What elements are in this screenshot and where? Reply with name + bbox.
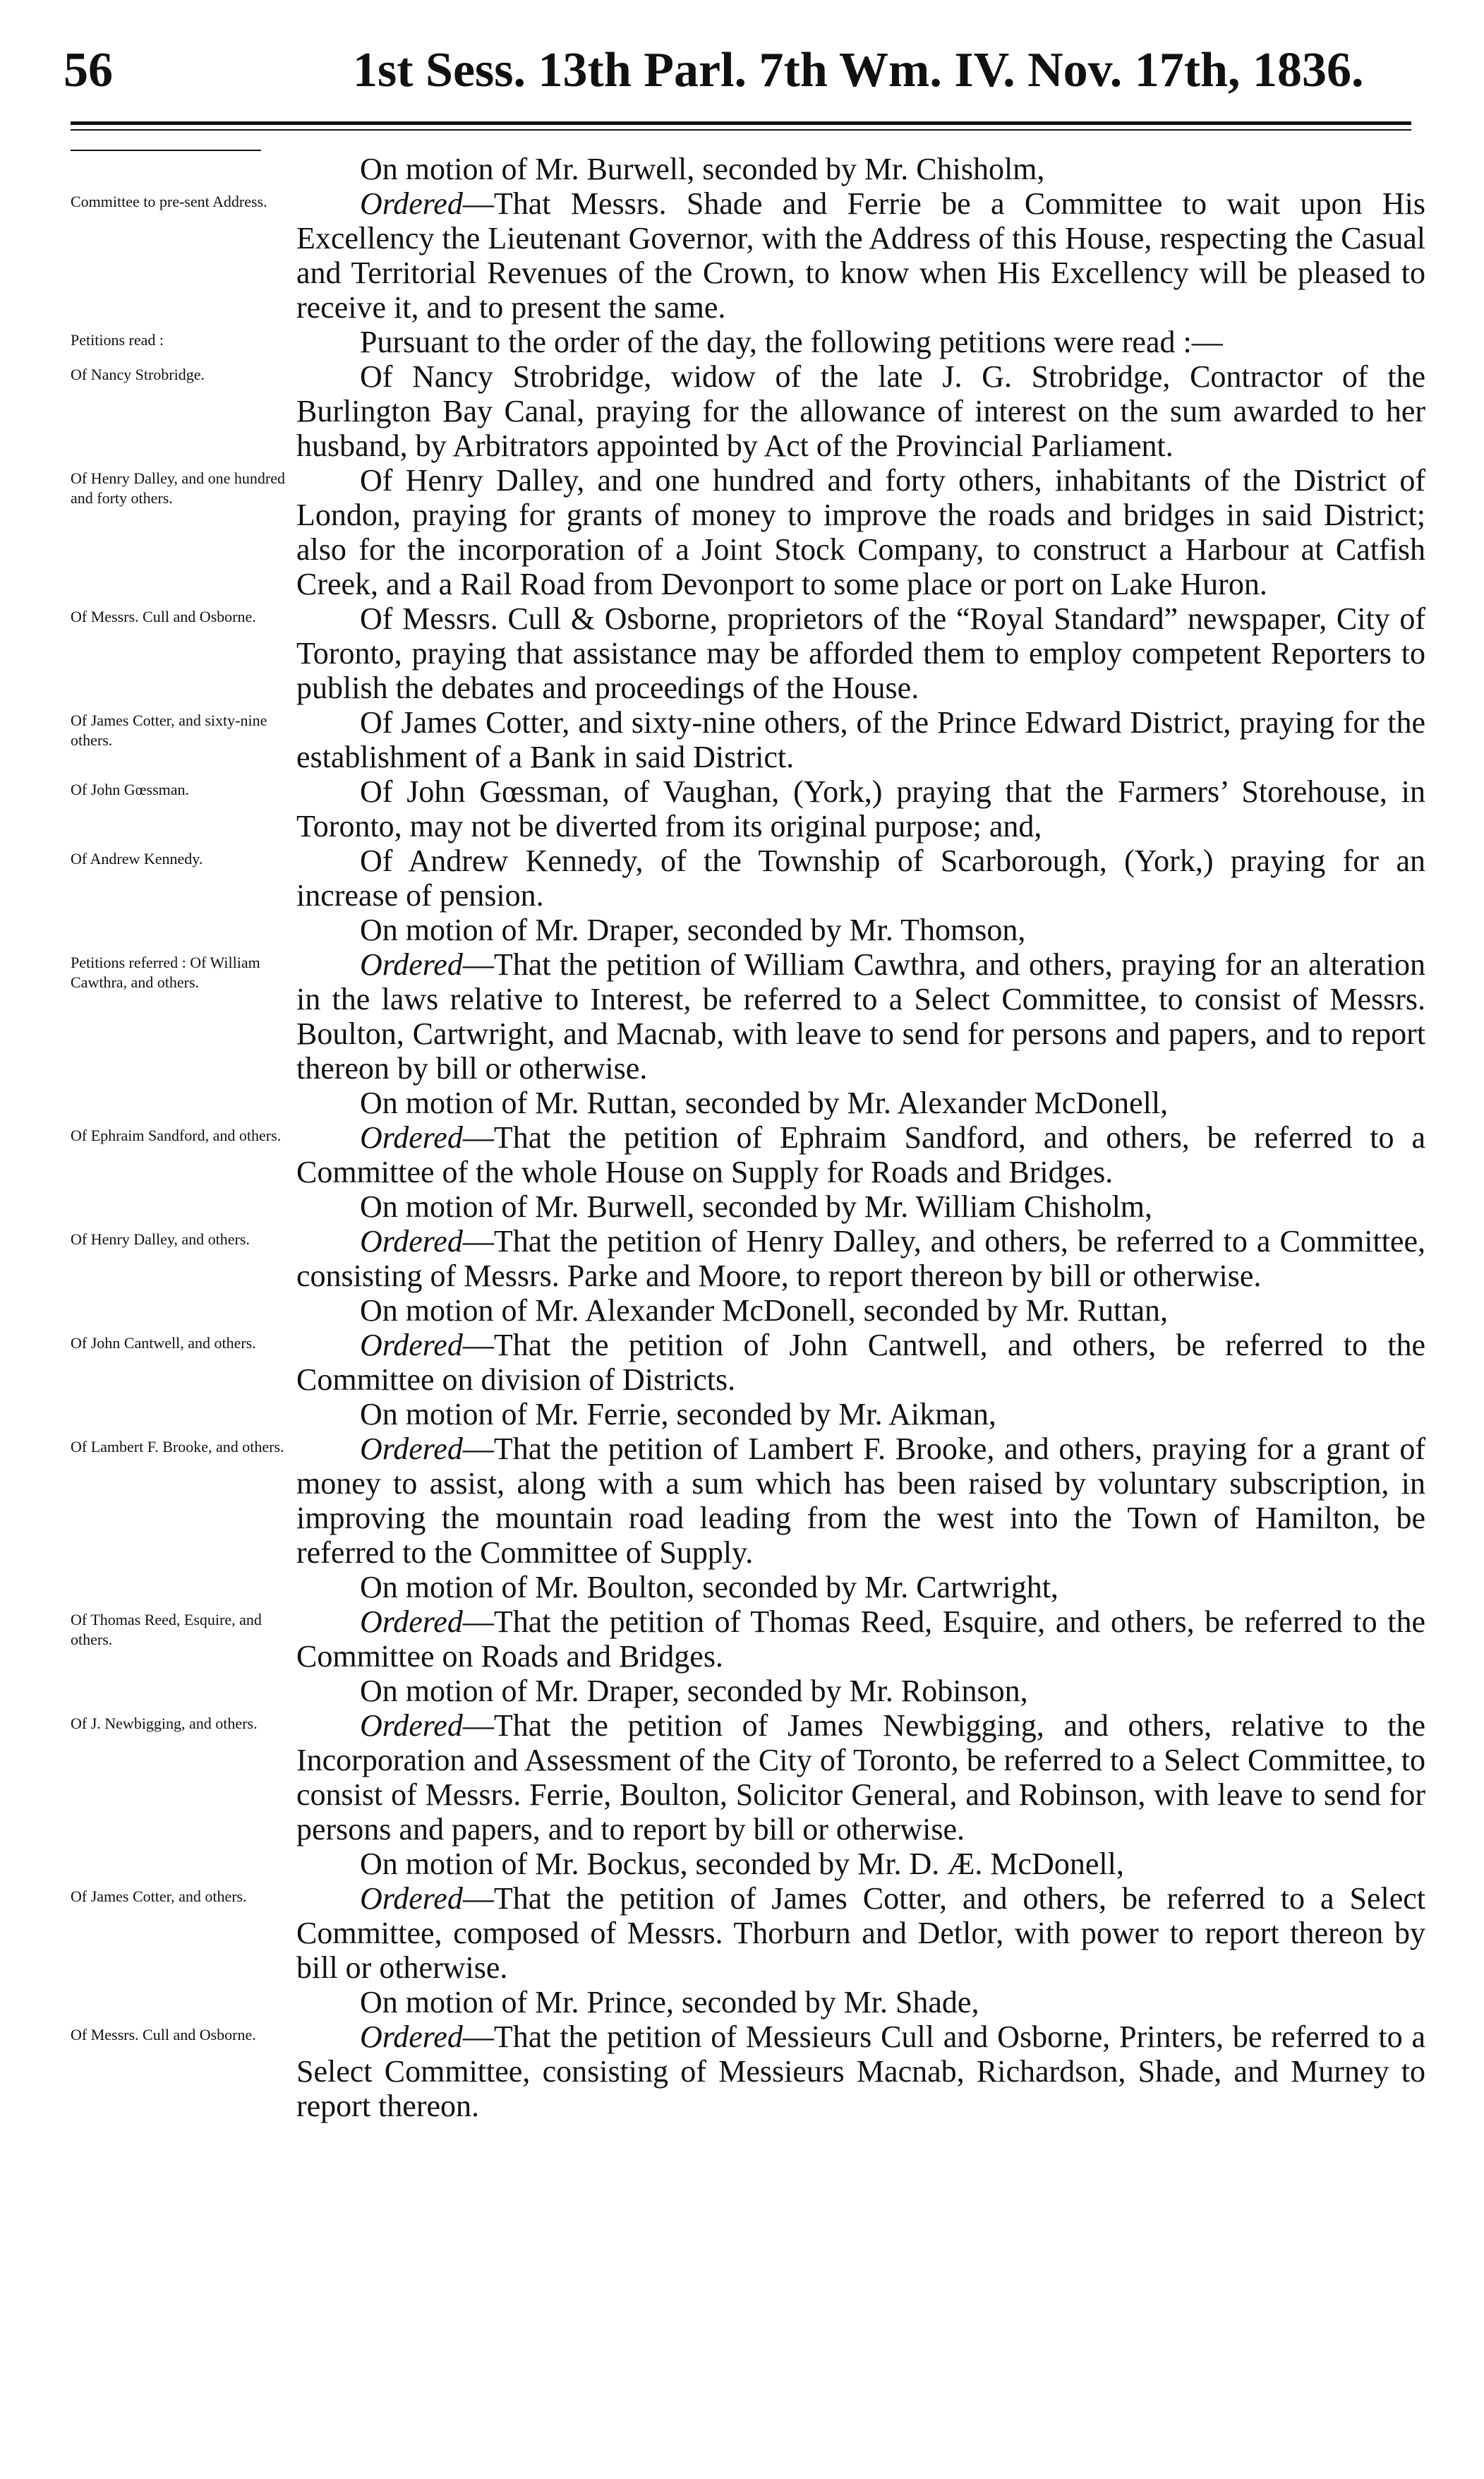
paragraph-text: On motion of Mr. Burwell, seconded by Mr. William Chisholm, bbox=[360, 1189, 1153, 1224]
journal-entry bbox=[0, 705, 1484, 774]
paragraph bbox=[296, 1985, 1425, 2019]
margin-note: Of Thomas Reed, Esquire, and others. bbox=[71, 1611, 262, 1648]
entry-text bbox=[296, 913, 1425, 947]
journal-entry bbox=[0, 1086, 1484, 1120]
margin-note: Of John Cantwell, and others. bbox=[71, 1334, 256, 1352]
margin-note: Committee to pre-sent Address. bbox=[71, 193, 267, 210]
journal-body bbox=[0, 152, 1484, 2123]
entry-text bbox=[296, 2019, 1425, 2123]
entry-text bbox=[296, 705, 1425, 774]
entry-text bbox=[296, 1293, 1425, 1328]
ordered-label: Ordered bbox=[360, 1224, 463, 1259]
journal-entry bbox=[0, 2019, 1484, 2123]
paragraph bbox=[296, 1847, 1425, 1881]
entry-text bbox=[296, 1328, 1425, 1397]
entry-text bbox=[296, 1086, 1425, 1120]
paragraph bbox=[296, 152, 1425, 186]
paragraph-text: On motion of Mr. Ferrie, seconded by Mr. Aikman, bbox=[360, 1397, 996, 1431]
entry-text bbox=[296, 359, 1425, 463]
paragraph-text: —That the petition of James Newbigging, and others, relative to the Incorporation and Assessment of the City of Toronto, be referred to a Select Committee, to consist of Messrs. Ferrie, Boulton, Solicitor General, and Robinson, with leave to send for persons and papers, and to report by bill or otherwise. bbox=[296, 1708, 1425, 1847]
entry-text bbox=[296, 1847, 1425, 1881]
paragraph-text: —That the petition of Ephraim Sandford, and others, be referred to a Committee of the whole House on Supply for Roads and Bridges. bbox=[296, 1120, 1425, 1189]
journal-entry bbox=[0, 774, 1484, 844]
journal-entry bbox=[0, 463, 1484, 601]
paragraph bbox=[296, 1674, 1425, 1708]
paragraph-text: Of Nancy Strobridge, widow of the late J. G. Strobridge, Contractor of the Burlington Bay Canal, praying for the allowance of interest on the sum awarded to her husband, by Arbitrators appointed by Act of the Provincial Parliament. bbox=[296, 359, 1425, 463]
entry-text bbox=[296, 152, 1425, 186]
entry-text bbox=[296, 1189, 1425, 1224]
paragraph-text: Of Andrew Kennedy, of the Township of Scarborough, (York,) praying for an increase of pension. bbox=[296, 844, 1425, 913]
paragraph bbox=[296, 1293, 1425, 1328]
margin-note: Of Lambert F. Brooke, and others. bbox=[71, 1438, 284, 1455]
paragraph bbox=[296, 1328, 1425, 1397]
ordered-label: Ordered bbox=[360, 1708, 463, 1743]
journal-entry bbox=[0, 1570, 1484, 1604]
margin-note: Of John Gœssman. bbox=[71, 781, 190, 798]
paragraph bbox=[296, 463, 1425, 601]
paragraph-text: Of James Cotter, and sixty-nine others, of the Prince Edward District, praying for the establishment of a Bank in said District. bbox=[296, 705, 1425, 774]
paragraph bbox=[296, 1224, 1425, 1293]
paragraph-text: On motion of Mr. Draper, seconded by Mr. Robinson, bbox=[360, 1674, 1028, 1708]
entry-text bbox=[296, 1604, 1425, 1674]
journal-entry bbox=[0, 1674, 1484, 1708]
ordered-label: Ordered bbox=[360, 947, 463, 982]
paragraph bbox=[296, 186, 1425, 325]
paragraph bbox=[296, 601, 1425, 705]
margin-note: Of James Cotter, and others. bbox=[71, 1887, 247, 1905]
ordered-label: Ordered bbox=[360, 1604, 463, 1639]
entry-text bbox=[296, 844, 1425, 913]
paragraph bbox=[296, 913, 1425, 947]
paragraph-text: —That Messrs. Shade and Ferrie be a Committee to wait upon His Excellency the Lieutenant Governor, with the Address of this House, respecting the Casual and Territorial Revenues of the Crown, to know when His Excellency will be pleased to receive it, and to present the same. bbox=[296, 186, 1425, 325]
journal-entry bbox=[0, 913, 1484, 947]
paragraph bbox=[296, 1189, 1425, 1224]
entry-text bbox=[296, 1397, 1425, 1431]
journal-entry bbox=[0, 1431, 1484, 1570]
paragraph-text: —That the petition of William Cawthra, and others, praying for an alteration in the laws relative to Interest, be referred to a Select Committee, to consist of Messrs. Boulton, Cartwright, and Macnab, with leave to send for persons and papers, and to report thereon by bill or otherwise. bbox=[296, 947, 1425, 1086]
journal-entry bbox=[0, 1189, 1484, 1224]
paragraph-text: —That the petition of Thomas Reed, Esquire, and others, be referred to the Committee on Roads and Bridges. bbox=[296, 1604, 1425, 1674]
paragraph-text: Of Henry Dalley, and one hundred and forty others, inhabitants of the District of London, praying for grants of money to improve the roads and bridges in said District; also for the incorporation of a Joint Stock Company, to construct a Harbour at Catfish Creek, and a Rail Road from Devonport to some place or port on Lake Huron. bbox=[296, 463, 1425, 601]
ordered-label: Ordered bbox=[360, 1431, 463, 1466]
ordered-label: Ordered bbox=[360, 2019, 463, 2054]
margin-note: Of Andrew Kennedy. bbox=[71, 850, 203, 868]
page-header bbox=[0, 42, 1484, 120]
paragraph-text: —That the petition of James Cotter, and others, be referred to a Select Committee, composed of Messrs. Thorburn and Detlor, with power to report thereon by bill or otherwise. bbox=[296, 1881, 1425, 1985]
page-number: 56 bbox=[64, 43, 113, 97]
entry-text bbox=[296, 463, 1425, 601]
paragraph-text: Of Messrs. Cull & Osborne, proprietors of the “Royal Standard” newspaper, City of Toronto, praying that assistance may be afforded them to employ competent Reporters to publish the debates and proceedings of the House. bbox=[296, 601, 1425, 705]
paragraph bbox=[296, 1120, 1425, 1189]
paragraph-text: —That the petition of John Cantwell, and others, be referred to the Committee on division of Districts. bbox=[296, 1328, 1425, 1397]
margin-note: Petitions referred : Of William Cawthra, and others. bbox=[71, 954, 260, 991]
entry-text bbox=[296, 1674, 1425, 1708]
paragraph bbox=[296, 844, 1425, 913]
entry-text bbox=[296, 1431, 1425, 1570]
paragraph-text: —That the petition of Lambert F. Brooke, and others, praying for a grant of money to assist, along with a sum which has been raised by voluntary subscription, in improving the mountain road leading from the west into the Town of Hamilton, be referred to the Committee of Supply. bbox=[296, 1431, 1425, 1570]
journal-entry bbox=[0, 325, 1484, 359]
margin-note: Petitions read : bbox=[71, 331, 164, 349]
margin-note: Of Nancy Strobridge. bbox=[71, 366, 205, 383]
journal-entry bbox=[0, 152, 1484, 186]
journal-entry bbox=[0, 1708, 1484, 1847]
journal-entry bbox=[0, 1847, 1484, 1881]
paragraph-text: On motion of Mr. Burwell, seconded by Mr. Chisholm, bbox=[360, 152, 1045, 186]
paragraph bbox=[296, 1604, 1425, 1674]
journal-entry bbox=[0, 1881, 1484, 1985]
paragraph-text: On motion of Mr. Ruttan, seconded by Mr. Alexander McDonell, bbox=[360, 1086, 1169, 1120]
paragraph bbox=[296, 1431, 1425, 1570]
ordered-label: Ordered bbox=[360, 186, 463, 221]
paragraph bbox=[296, 1570, 1425, 1604]
journal-entry bbox=[0, 1120, 1484, 1189]
journal-entry bbox=[0, 1604, 1484, 1674]
margin-note: Of Henry Dalley, and others. bbox=[71, 1230, 250, 1248]
entry-text bbox=[296, 1120, 1425, 1189]
paragraph-text: On motion of Mr. Alexander McDonell, seconded by Mr. Ruttan, bbox=[360, 1293, 1169, 1328]
paragraph bbox=[296, 325, 1425, 359]
margin-note: Of J. Newbigging, and others. bbox=[71, 1715, 258, 1732]
journal-entry bbox=[0, 359, 1484, 463]
paragraph-text: Of John Gœssman, of Vaughan, (York,) praying that the Farmers’ Storehouse, in Toronto, may not be diverted from its original purpose; and, bbox=[296, 774, 1425, 844]
journal-entry bbox=[0, 1985, 1484, 2019]
entry-text bbox=[296, 325, 1425, 359]
ordered-label: Ordered bbox=[360, 1328, 463, 1362]
margin-note: Of Messrs. Cull and Osborne. bbox=[71, 2026, 256, 2043]
entry-text bbox=[296, 1985, 1425, 2019]
header-rule-thick bbox=[71, 121, 1411, 125]
ordered-label: Ordered bbox=[360, 1881, 463, 1916]
paragraph-text: On motion of Mr. Draper, seconded by Mr. Thomson, bbox=[360, 913, 1026, 947]
entry-text bbox=[296, 601, 1425, 705]
entry-text bbox=[296, 774, 1425, 844]
paragraph-text: On motion of Mr. Bockus, seconded by Mr. D. Æ. McDonell, bbox=[360, 1847, 1124, 1881]
journal-entry bbox=[0, 1328, 1484, 1397]
entry-text bbox=[296, 186, 1425, 325]
journal-entry bbox=[0, 844, 1484, 913]
running-title: 1st Sess. 13th Parl. 7th Wm. IV. Nov. 17th, 1836. bbox=[353, 43, 1364, 97]
paragraph-text: On motion of Mr. Prince, seconded by Mr. Shade, bbox=[360, 1985, 979, 2019]
paragraph bbox=[296, 947, 1425, 1086]
entry-text bbox=[296, 947, 1425, 1086]
journal-entry bbox=[0, 947, 1484, 1086]
paragraph bbox=[296, 1881, 1425, 1985]
paragraph bbox=[296, 1708, 1425, 1847]
margin-note: Of Ephraim Sandford, and others. bbox=[71, 1127, 282, 1144]
paragraph bbox=[296, 774, 1425, 844]
paragraph-text: —That the petition of Messieurs Cull and Osborne, Printers, be referred to a Select Committee, consisting of Messieurs Macnab, Richardson, Shade, and Murney to report thereon. bbox=[296, 2019, 1425, 2123]
journal-entry bbox=[0, 1293, 1484, 1328]
entry-text bbox=[296, 1224, 1425, 1293]
paragraph bbox=[296, 1086, 1425, 1120]
margin-note: Of James Cotter, and sixty-nine others. bbox=[71, 712, 267, 749]
margin-note: Of Messrs. Cull and Osborne. bbox=[71, 608, 256, 625]
margin-rule bbox=[71, 150, 261, 151]
paragraph-text: —That the petition of Henry Dalley, and others, be referred to a Committee, consisting of Messrs. Parke and Moore, to report thereon by bill or otherwise. bbox=[296, 1224, 1425, 1293]
journal-entry bbox=[0, 1397, 1484, 1431]
paragraph bbox=[296, 1397, 1425, 1431]
margin-note: Of Henry Dalley, and one hundred and forty others. bbox=[71, 469, 286, 507]
entry-text bbox=[296, 1570, 1425, 1604]
journal-entry bbox=[0, 186, 1484, 325]
paragraph bbox=[296, 2019, 1425, 2123]
entry-text bbox=[296, 1881, 1425, 1985]
journal-entry bbox=[0, 1224, 1484, 1293]
journal-entry bbox=[0, 601, 1484, 705]
paragraph-text: Pursuant to the order of the day, the following petitions were read :— bbox=[360, 325, 1223, 359]
ordered-label: Ordered bbox=[360, 1120, 463, 1155]
paragraph-text: On motion of Mr. Boulton, seconded by Mr. Cartwright, bbox=[360, 1570, 1058, 1604]
paragraph bbox=[296, 359, 1425, 463]
entry-text bbox=[296, 1708, 1425, 1847]
header-rule-thin bbox=[71, 129, 1411, 131]
paragraph bbox=[296, 705, 1425, 774]
